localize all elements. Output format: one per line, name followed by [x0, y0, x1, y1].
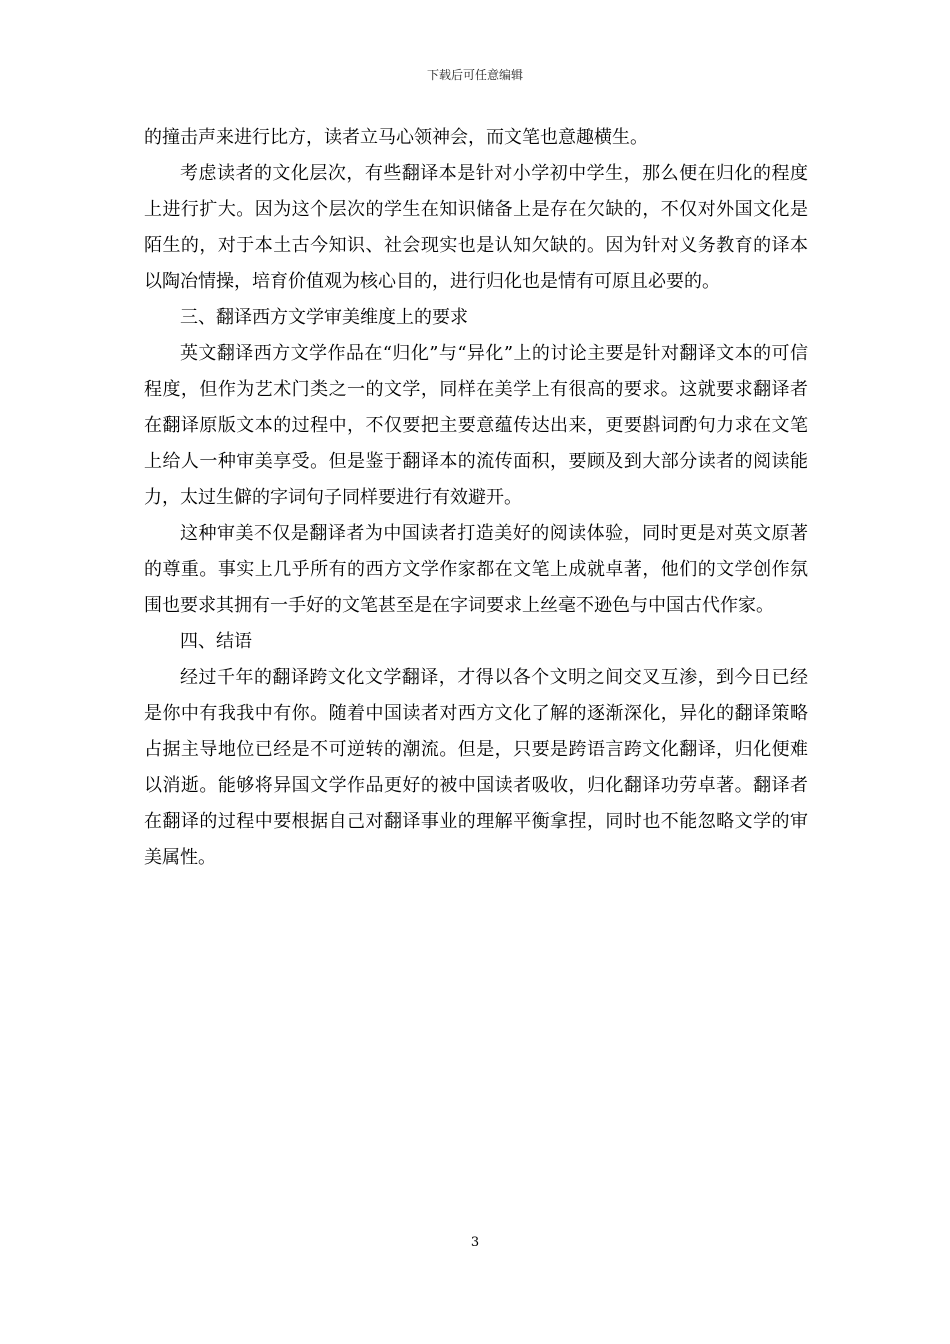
document-body	[144, 120, 808, 876]
paragraph-reader-level: 考虑读者的文化层次，有些翻译本是针对小学初中学生，那么便在归化的程度上进行扩大。因为这个层次的学生在知识储备上是存在欠缺的，不仅对外国文化是陌生的，对于本土古今知识、社会现实也是认知欠缺的。因为针对义务教育的译本以陶冶情操，培育价值观为核心目的，进行归化也是情有可原且必要的。	[144, 163, 808, 292]
page-number: 3	[470, 1235, 480, 1250]
paragraph-conclusion: 经过千年的翻译跨文化文学翻译，才得以各个文明之间交叉互渗，到今日已经是你中有我我中有你。随着中国读者对西方文化了解的逐渐深化，异化的翻译策略占据主导地位已经是不可逆转的潮流。但是，只要是跨语言跨文化翻译，归化便难以消逝。能够将异国文学作品更好的被中国读者吸收，归化翻译功劳卓著。翻译者在翻译的过程中要根据自己对翻译事业的理解平衡拿捏，同时也不能忽略文学的审美属性。	[144, 667, 808, 868]
section-heading-three: 三、翻译西方文学审美维度上的要求	[180, 307, 468, 328]
paragraph-continued: 的撞击声来进行比方，读者立马心领神会，而文笔也意趣横生。	[144, 127, 648, 148]
paragraph-aesthetic-requirements: 英文翻译西方文学作品在“归化”与“异化”上的讨论主要是针对翻译文本的可信程度，但作为艺术门类之一的文学，同样在美学上有很高的要求。这就要求翻译者在翻译原版文本的过程中，不仅要把主要意蕴传达出来，更要斟词酌句力求在文笔上给人一种审美享受。但是鉴于翻译本的流传面积，要顾及到大部分读者的阅读能力，太过生僻的字词句子同样要进行有效避开。	[144, 343, 808, 508]
paragraph-respect-original: 这种审美不仅是翻译者为中国读者打造美好的阅读体验，同时更是对英文原著的尊重。事实上几乎所有的西方文学作家都在文笔上成就卓著，他们的文学创作氛围也要求其拥有一手好的文笔甚至是在字词要求上丝毫不逊色与中国古代作家。	[144, 523, 808, 616]
section-heading-four: 四、结语	[180, 631, 252, 652]
page-header: 下载后可任意编辑	[426, 68, 523, 82]
